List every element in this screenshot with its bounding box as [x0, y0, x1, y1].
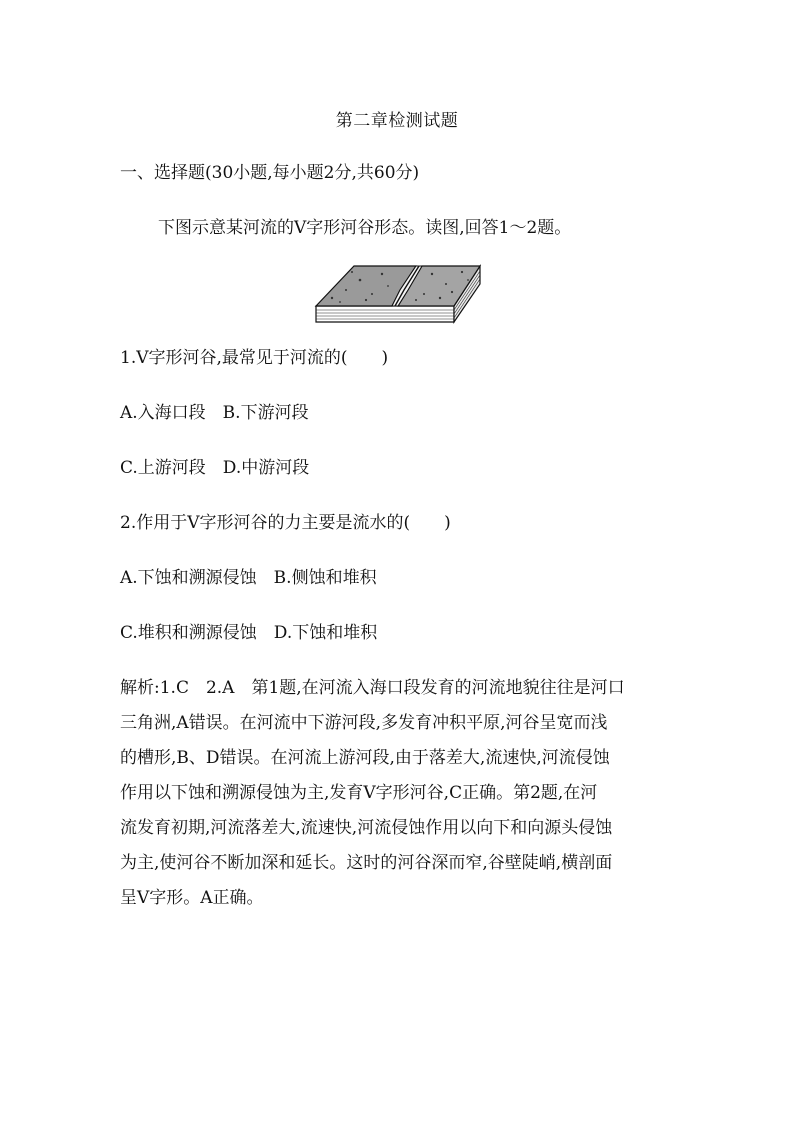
section-heading: 一、选择题(30小题,每小题2分,共60分) [120, 163, 420, 183]
analysis-line: 三角洲,A错误。在河流中下游河段,多发育冲积平原,河谷呈宽而浅 [120, 713, 608, 733]
analysis-line: 作用以下蚀和溯源侵蚀为主,发育V字形河谷,C正确。第2题,在河 [120, 783, 598, 803]
question-1-options-ab: A.入海口段 B.下游河段 [120, 403, 309, 423]
analysis-line: 解析:1.C 2.A 第1题,在河流入海口段发育的河流地貌往往是河口 [120, 678, 625, 698]
question-2-stem: 2.作用于V字形河谷的力主要是流水的( ) [120, 513, 451, 533]
question-intro: 下图示意某河流的V字形河谷形态。读图,回答1～2题。 [158, 218, 572, 238]
analysis-line: 为主,使河谷不断加深和延长。这时的河谷深而窄,谷壁陡峭,横剖面 [120, 853, 613, 873]
question-1-options-cd: C.上游河段 D.中游河段 [120, 458, 310, 478]
v-shaped-valley-figure [312, 260, 484, 326]
analysis-line: 流发育初期,河流落差大,流速快,河流侵蚀作用以向下和向源头侵蚀 [120, 818, 613, 838]
analysis-line: 的槽形,B、D错误。在河流上游河段,由于落差大,流速快,河流侵蚀 [120, 748, 610, 768]
question-2-options-ab: A.下蚀和溯源侵蚀 B.侧蚀和堆积 [120, 568, 377, 588]
valley-block-diagram [312, 260, 484, 326]
question-2-options-cd: C.堆积和溯源侵蚀 D.下蚀和堆积 [120, 623, 378, 643]
page-title: 第二章检测试题 [335, 111, 459, 131]
question-1-stem: 1.V字形河谷,最常见于河流的( ) [120, 348, 389, 368]
analysis-line: 呈V字形。A正确。 [120, 888, 264, 908]
